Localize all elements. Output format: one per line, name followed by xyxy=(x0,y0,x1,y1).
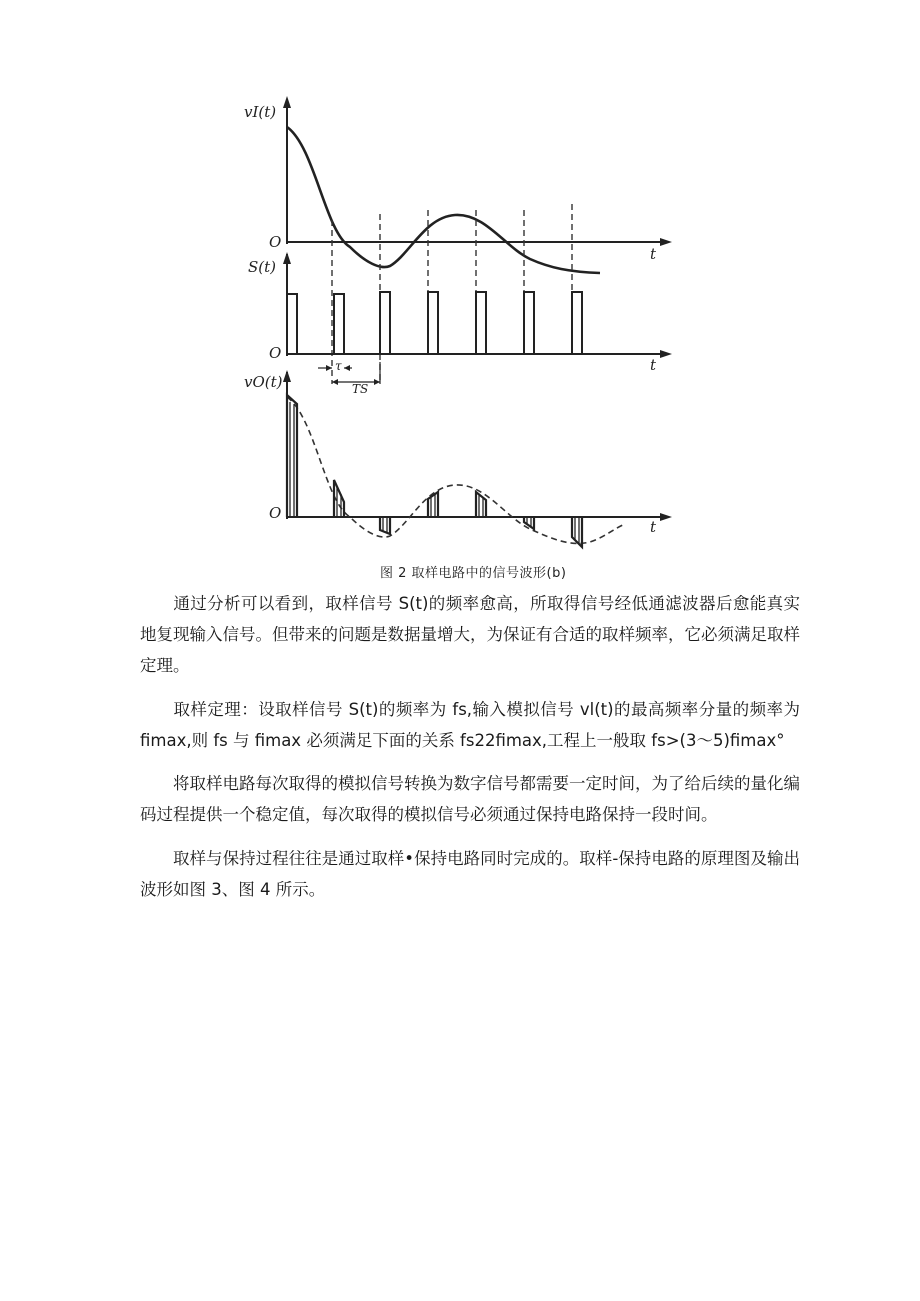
st-y-arrow xyxy=(283,252,291,264)
sample-guide-lines xyxy=(332,204,572,384)
paragraph-text: 取样与保持过程往往是通过取样•保持电路同时完成的。取样-保持电路的原理图及输出波形如图 3、图 4 所示。 xyxy=(140,849,800,899)
paragraph-text: 取样定理：设取样信号 S(t)的频率为 fs,输入模拟信号 vl(t)的最高频率分量的频率为 fimax,则 fs 与 fimax 必须满足下面的关系 fs22fimax,工程上一般取 fs>(3～5)fimax° xyxy=(140,700,800,750)
paragraph-sample-hold xyxy=(140,843,800,905)
vo-t-label: t xyxy=(650,518,657,536)
held-sample xyxy=(476,492,486,517)
paragraph-text: 通过分析可以看到，取样信号 S(t)的频率愈高，所取得信号经低通滤波器后愈能真实地复现输入信号。但带来的问题是数据量增大，为保证有合适的取样频率，它必须满足取样定理。 xyxy=(140,594,800,675)
st-origin-label: O xyxy=(269,344,282,362)
held-sample xyxy=(380,517,390,534)
st-t-arrow xyxy=(660,350,672,358)
vi-input-signal-curve xyxy=(287,127,600,273)
sampling-pulse xyxy=(287,294,297,354)
paragraph-text: 将取样电路每次取得的模拟信号转换为数字信号都需要一定时间，为了给后续的量化编码过程提供一个稳定值，每次取得的模拟信号必须通过保持电路保持一段时间。 xyxy=(140,774,800,824)
vo-y-arrow xyxy=(283,370,291,382)
paragraph-sampling-theorem xyxy=(140,694,800,756)
held-sample xyxy=(287,395,297,517)
vo-origin-label: O xyxy=(269,504,282,522)
sampling-pulse xyxy=(572,292,582,354)
st-axis-label: S(t) xyxy=(248,258,277,276)
paragraph-hold-circuit xyxy=(140,768,800,830)
held-sample-hatching xyxy=(290,402,579,544)
ts-label: TS xyxy=(352,382,369,396)
sampling-waveform-figure xyxy=(240,92,680,562)
sampling-pulse xyxy=(524,292,534,354)
vo-axis-label: vO(t) xyxy=(244,373,283,391)
vi-origin-label: O xyxy=(269,233,282,251)
sampling-pulse xyxy=(428,292,438,354)
tau-label: τ xyxy=(335,359,342,373)
sampling-pulse xyxy=(334,294,344,354)
vo-t-arrow xyxy=(660,513,672,521)
vi-t-label: t xyxy=(650,245,657,263)
paragraph-sampling-frequency xyxy=(140,588,800,681)
vi-y-arrow xyxy=(283,96,291,108)
vi-axis-label: vI(t) xyxy=(244,103,277,121)
figure-caption: 图 2 取样电路中的信号波形(b) xyxy=(380,566,567,581)
waveform-svg xyxy=(240,92,680,562)
sampling-pulses xyxy=(287,292,582,354)
held-sample-pulses xyxy=(287,395,582,547)
vo-envelope-curve xyxy=(287,397,625,543)
sampling-pulse xyxy=(380,292,390,354)
period-dimension xyxy=(318,362,380,384)
sampling-pulse xyxy=(476,292,486,354)
vi-t-arrow xyxy=(660,238,672,246)
st-t-label: t xyxy=(650,356,657,374)
